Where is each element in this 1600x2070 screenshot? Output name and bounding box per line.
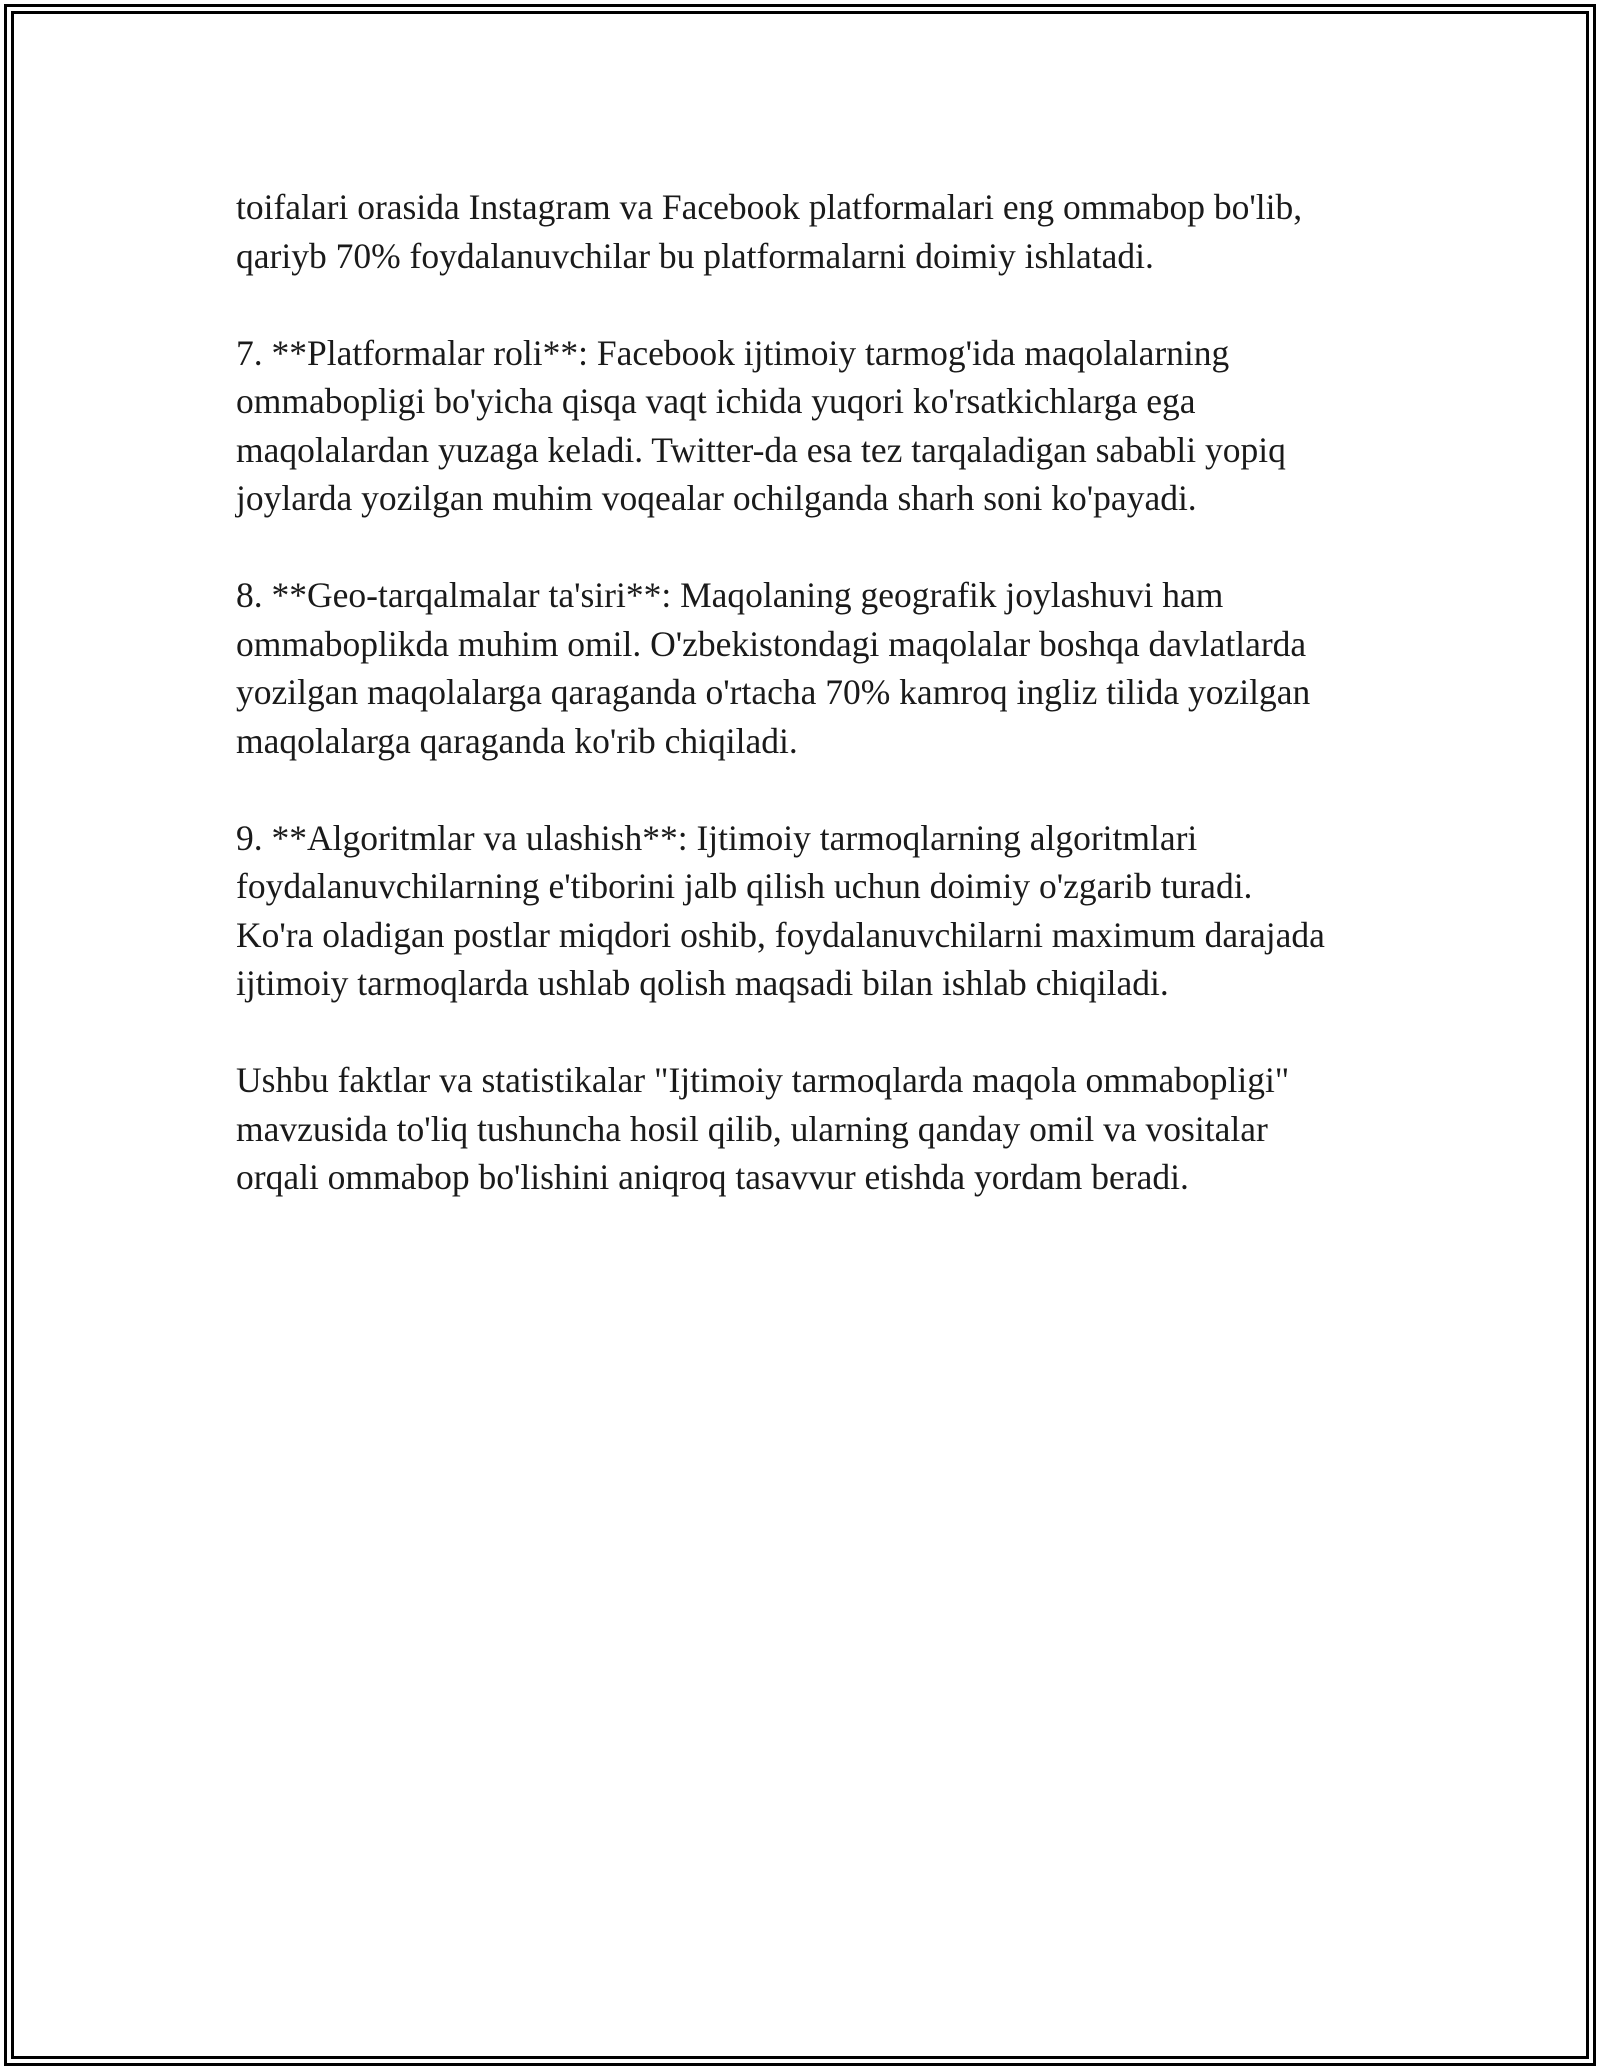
text-line: ommaboplikda muhim omil. O'zbekistondagi maqolalar boshqa davlatlarda — [236, 623, 1307, 664]
text-line: Ko'ra oladigan postlar miqdori oshib, foydalanuvchilarni maximum darajada — [236, 914, 1325, 955]
text-line: maqolalarga qaraganda ko'rib chiqiladi. — [236, 720, 798, 761]
paragraph-item-7 — [236, 329, 1376, 523]
text-line: 9. **Algoritmlar va ulashish**: Ijtimoiy tarmoqlarning algoritmlari — [236, 817, 1198, 858]
text-line: mavzusida to'liq tushuncha hosil qilib, ularning qanday omil va vositalar — [236, 1108, 1268, 1149]
text-line: 7. **Platformalar roli**: Facebook ijtimoiy tarmog'ida maqolalarning — [236, 332, 1230, 373]
text-line: maqolalardan yuzaga keladi. Twitter-da esa tez tarqaladigan sababli yopiq — [236, 429, 1286, 470]
paragraph-item-9 — [236, 814, 1376, 1008]
text-line: toifalari orasida Instagram va Facebook platformalari eng ommabop bo'lib, — [236, 187, 1303, 227]
text-line: Ushbu faktlar va statistikalar "Ijtimoiy tarmoqlarda maqola ommabopligi" — [236, 1060, 1290, 1100]
text-line: joylarda yozilgan muhim voqealar ochilganda sharh soni ko'payadi. — [236, 478, 1197, 518]
text-line: ommabopligi bo'yicha qisqa vaqt ichida yuqori ko'rsatkichlarga ega — [236, 381, 1196, 421]
paragraph-item-8 — [236, 571, 1376, 765]
document-body — [236, 183, 1376, 1250]
text-line: 8. **Geo-tarqalmalar ta'siri**: Maqolaning geografik joylashuvi ham — [236, 575, 1224, 615]
paragraph-conclusion — [236, 1056, 1376, 1202]
text-line: yozilgan maqolalarga qaraganda o'rtacha 70% kamroq ingliz tilida yozilgan — [236, 672, 1311, 712]
text-line: orqali ommabop bo'lishini aniqroq tasavvur etishda yordam beradi. — [236, 1157, 1189, 1197]
text-line: qariyb 70% foydalanuvchilar bu platformalarni doimiy ishlatadi. — [236, 235, 1154, 276]
text-line: ijtimoiy tarmoqlarda ushlab qolish maqsadi bilan ishlab chiqiladi. — [236, 963, 1169, 1003]
paragraph-continuation — [236, 183, 1376, 280]
text-line: foydalanuvchilarning e'tiborini jalb qilish uchun doimiy o'zgarib turadi. — [236, 866, 1253, 906]
